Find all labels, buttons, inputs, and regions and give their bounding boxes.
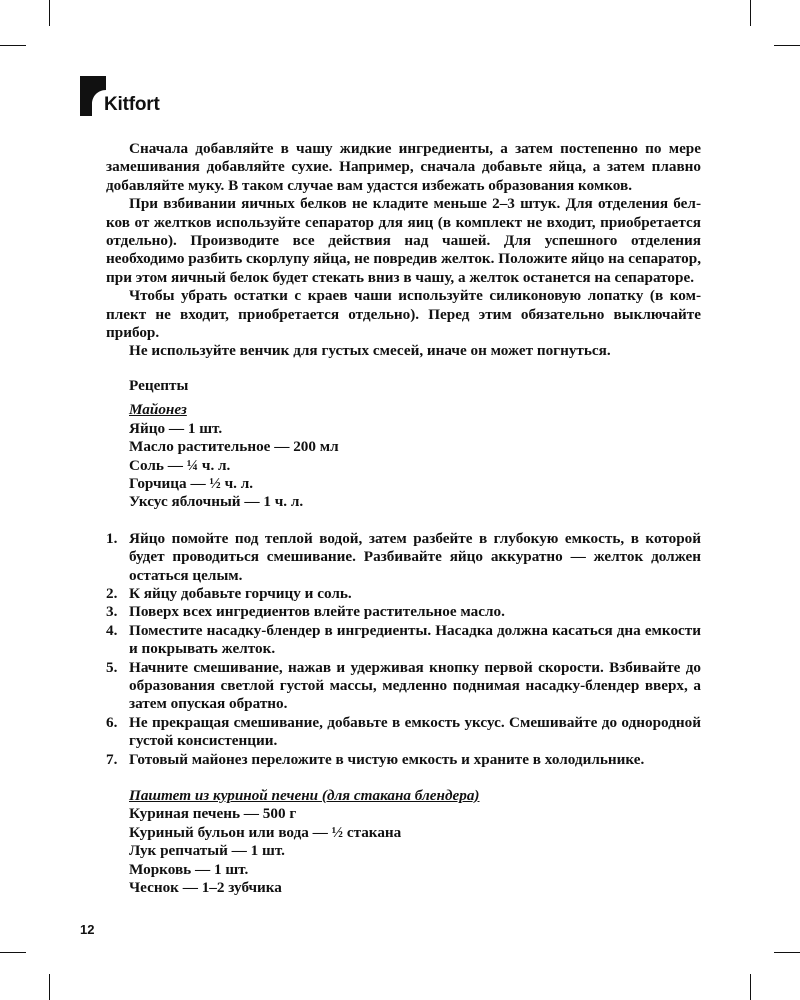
ingredient-item: Лук репчатый — 1 шт. <box>129 842 285 860</box>
step-text: Не прекращая смешивание, добавьте в емкость уксус. Смешивайте до однородной густой консистенции. <box>129 713 701 750</box>
page-content <box>106 140 701 897</box>
crop-mark <box>0 45 26 46</box>
step-text: Готовый майонез переложите в чистую емкость и храните в холодильнике. <box>129 750 645 768</box>
step-item <box>106 714 701 751</box>
ingredient-item: Куриный бульон или вода — ½ стакана <box>129 823 402 841</box>
step-number: 1. <box>106 529 118 547</box>
step-number: 6. <box>106 713 118 731</box>
crop-mark <box>750 0 751 26</box>
step-text: Поверх всех ингредиентов влейте растительное масло. <box>129 603 505 621</box>
step-text: Начните смешивание, нажав и удерживая кнопку первой скорости. Взбивайте до образования светлой густой массы, медленно поднимая насадку-блендер вверх, а затем опуская обратно. <box>129 658 701 713</box>
recipe-title-pate: Паштет из куриной печени (для стакана блендера) <box>129 787 480 804</box>
crop-mark <box>49 0 50 26</box>
paragraph: Не используйте венчик для густых смесей, иначе он может погнуться. <box>129 342 611 360</box>
step-number: 3. <box>106 603 118 621</box>
step-item <box>106 603 701 621</box>
recipes-heading: Рецепты <box>129 376 189 394</box>
paragraph: Чтобы убрать остатки с краев чаши используйте силиконовую лопатку (в комплект не входит, приобретается отдельно). Перед этим обязательно выключайте прибор. <box>106 287 701 342</box>
ingredient-item: Чеснок — 1–2 зубчика <box>129 879 282 897</box>
kitfort-logo-icon <box>80 76 106 116</box>
ingredient-item: Горчица — ½ ч. л. <box>129 474 254 492</box>
crop-mark <box>0 952 26 953</box>
crop-mark <box>49 974 50 1000</box>
ingredients-list-pate <box>129 805 701 897</box>
page-number: 12 <box>80 922 95 937</box>
ingredient-item: Куриная печень — 500 г <box>129 805 297 823</box>
brand-logo <box>80 76 160 116</box>
ingredient-item: Масло растительное — 200 мл <box>129 438 339 456</box>
ingredients-list-mayonnaise <box>129 420 701 512</box>
ingredient-item: Соль — ¼ ч. л. <box>129 456 231 474</box>
crop-mark <box>774 45 800 46</box>
step-item <box>106 751 701 769</box>
crop-mark <box>774 952 800 953</box>
step-text: Поместите насадку-блендер в ингредиенты. Насадка должна касаться дна емкости и покрывать желток. <box>129 621 701 658</box>
crop-mark <box>750 974 751 1000</box>
step-item <box>106 585 701 603</box>
step-item <box>106 622 701 659</box>
step-number: 4. <box>106 621 118 639</box>
step-number: 2. <box>106 584 118 602</box>
step-text: Яйцо помойте под теплой водой, затем разбейте в глубокую емкость, в которой будет проводиться смешивание. Разбивайте яйцо аккуратно — желток должен остаться целым. <box>129 529 701 584</box>
paragraph: При взбивании яичных белков не кладите меньше 2–3 штук. Для отделения белков от желтков используйте сепаратор для яиц (в комплект не входит, приобретается отдельно). Производите все действия над чашей. Для успешного отделения необходимо разбить скорлупу яйца, не повредив желток. Положите яйцо на сепаратор, при этом яичный белок будет стекать вниз в чашу, а желток останется на сепараторе. <box>106 195 701 286</box>
step-number: 5. <box>106 658 118 676</box>
step-number: 7. <box>106 750 118 768</box>
paragraph: Сначала добавляйте в чашу жидкие ингредиенты, а затем постепенно по мере замешивания добавляйте сухие. Например, сначала добавьте яйца, а затем плавно добавляйте муку. В таком случае вам удастся избежать образования комков. <box>106 140 701 194</box>
step-text: К яйцу добавьте горчицу и соль. <box>129 584 352 602</box>
step-item <box>106 659 701 714</box>
ingredient-item: Морковь — 1 шт. <box>129 860 249 878</box>
brand-name: Kitfort <box>104 94 160 115</box>
step-item <box>106 530 701 585</box>
recipe-title-mayonnaise: Майонез <box>129 401 187 419</box>
steps-list-mayonnaise <box>106 530 701 769</box>
ingredient-item: Уксус яблочный — 1 ч. л. <box>129 493 304 511</box>
ingredient-item: Яйцо — 1 шт. <box>129 419 223 437</box>
